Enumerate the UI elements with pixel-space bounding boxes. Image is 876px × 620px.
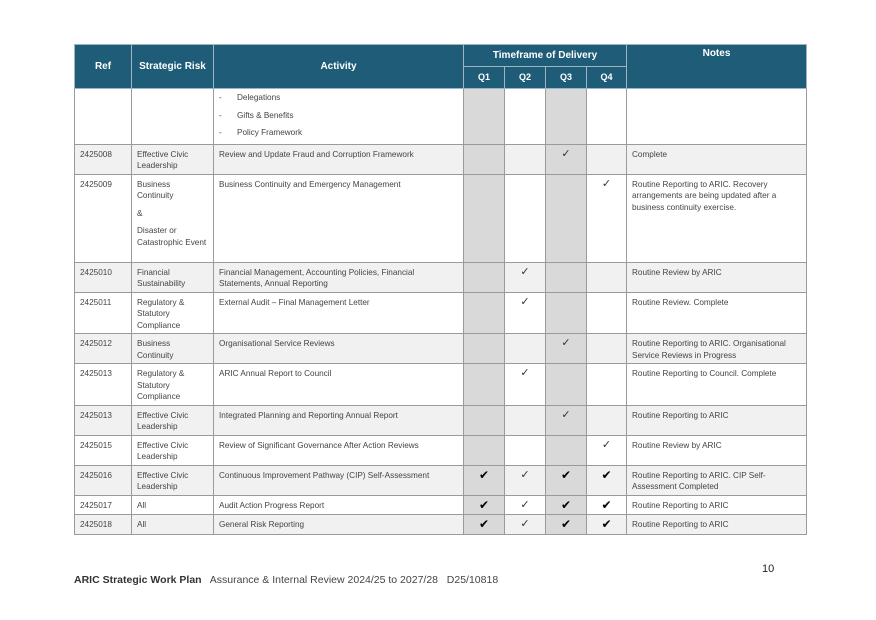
risk-line: Disaster or Catastrophic Event: [137, 226, 207, 247]
notes-cell: Routine Reporting to ARIC. Organisational Service Reviews in Progress: [627, 334, 807, 364]
notes-cell: Routine Reporting to Council. Complete: [627, 364, 807, 406]
q1-cell: [464, 174, 505, 262]
checkmark-icon: ✔: [478, 467, 490, 482]
risk-cell: [132, 89, 214, 145]
notes-cell: Routine Reporting to ARIC. CIP Self-Assessment Completed: [627, 465, 807, 495]
ref-cell: 2425018: [75, 515, 132, 535]
q1-cell: [464, 262, 505, 292]
checkmark-icon: ✓: [601, 438, 612, 451]
ref-cell: 2425009: [75, 174, 132, 262]
risk-line: Effective Civic Leadership: [137, 149, 189, 170]
q2-cell: [505, 144, 546, 174]
header-timeframe: Timeframe of Delivery: [464, 45, 627, 67]
q2-cell: [505, 262, 546, 292]
risk-cell: [132, 495, 214, 515]
checkmark-icon: ✔: [560, 517, 572, 531]
q4-cell: [587, 515, 627, 535]
table-row: [75, 465, 807, 495]
activity-cell: Integrated Planning and Reporting Annual Report: [214, 405, 464, 435]
header-q4: Q4: [587, 67, 627, 89]
checkmark-icon: ✔: [601, 497, 612, 512]
bullet-item: - Delegations: [219, 93, 281, 102]
header-q2: Q2: [505, 67, 546, 89]
checkmark-icon: ✓: [601, 177, 612, 190]
q4-cell: [587, 89, 627, 145]
checkmark-icon: ✔: [560, 467, 572, 482]
checkmark-icon: ✓: [520, 367, 530, 379]
risk-line: Financial Sustainability: [137, 267, 186, 288]
notes-cell: [627, 89, 807, 145]
q3-cell: [546, 144, 587, 174]
header-notes: Notes: [627, 45, 807, 89]
q3-cell: [546, 405, 587, 435]
bullet-item: - Gifts & Benefits: [219, 110, 294, 120]
table-row: [75, 405, 807, 435]
q3-cell: [546, 364, 587, 406]
q1-cell: [464, 364, 505, 406]
activity-cell: Business Continuity and Emergency Management: [214, 174, 464, 262]
ref-cell: 2425010: [75, 262, 132, 292]
q1-cell: [464, 144, 505, 174]
q1-cell: [464, 292, 505, 334]
risk-cell: [132, 405, 214, 435]
q2-cell: [505, 174, 546, 262]
risk-cell: [132, 435, 214, 465]
ref-cell: 2425016: [75, 465, 132, 495]
q2-cell: [505, 292, 546, 334]
checkmark-icon: ✓: [520, 295, 530, 308]
q4-cell: [587, 144, 627, 174]
risk-cell: [132, 515, 214, 535]
q4-cell: [587, 262, 627, 292]
ref-cell: 2425012: [75, 334, 132, 364]
risk-line: Effective Civic Leadership: [137, 440, 189, 461]
q2-cell: [505, 334, 546, 364]
table-row: [75, 495, 807, 515]
notes-cell: Routine Reporting to ARIC: [627, 495, 807, 515]
activity-bullet-list: [219, 89, 458, 142]
header-strategic-risk: Strategic Risk: [132, 45, 214, 89]
q1-cell: [464, 435, 505, 465]
checkmark-icon: ✔: [478, 497, 490, 512]
table-row: [75, 144, 807, 174]
risk-line: Regulatory & Statutory Compliance: [137, 297, 185, 330]
risk-line: Business Continuity: [137, 339, 174, 360]
q2-cell: [505, 495, 546, 515]
ref-cell: 2425013: [75, 405, 132, 435]
risk-cell: [132, 144, 214, 174]
risk-cell: [132, 334, 214, 364]
continuation-row: [75, 89, 807, 145]
q4-cell: [587, 495, 627, 515]
risk-line: Effective Civic Leadership: [137, 410, 189, 431]
q3-cell: [546, 465, 587, 495]
checkmark-icon: ✓: [561, 147, 571, 160]
table-row: [75, 364, 807, 406]
q2-cell: [505, 435, 546, 465]
activity-cell: General Risk Reporting: [214, 515, 464, 535]
checkmark-icon: ✓: [520, 518, 530, 530]
activity-cell: Financial Management, Accounting Policies, Financial Statements, Annual Reporting: [214, 262, 464, 292]
risk-line: All: [137, 520, 147, 529]
notes-cell: Routine Review by ARIC: [627, 262, 807, 292]
table-row: [75, 174, 807, 262]
risk-cell: [132, 364, 214, 406]
q4-cell: [587, 292, 627, 334]
notes-cell: Routine Review by ARIC: [627, 435, 807, 465]
footer-doc-ref: D25/10818: [446, 574, 499, 586]
risk-line: &: [137, 208, 143, 218]
work-plan-table: [74, 44, 807, 535]
q4-cell: [587, 435, 627, 465]
risk-line: All: [137, 500, 147, 510]
q2-cell: [505, 405, 546, 435]
checkmark-icon: ✓: [520, 265, 530, 278]
checkmark-icon: ✔: [601, 517, 612, 531]
q1-cell: [464, 465, 505, 495]
notes-cell: Complete: [627, 144, 807, 174]
risk-cell: [132, 262, 214, 292]
table-row: [75, 262, 807, 292]
ref-cell: 2425015: [75, 435, 132, 465]
checkmark-icon: ✓: [561, 337, 571, 349]
ref-cell: 2425017: [75, 495, 132, 515]
q3-cell: [546, 435, 587, 465]
ref-cell: 2425013: [75, 364, 132, 406]
q2-cell: [505, 465, 546, 495]
checkmark-icon: ✔: [560, 497, 572, 512]
checkmark-icon: ✓: [520, 498, 530, 511]
header-q3: Q3: [546, 67, 587, 89]
q1-cell: [464, 334, 505, 364]
activity-cell: Review of Significant Governance After Action Reviews: [214, 435, 464, 465]
table-row: [75, 515, 807, 535]
activity-cell: Audit Action Progress Report: [214, 495, 464, 515]
activity-cell: ARIC Annual Report to Council: [214, 364, 464, 406]
footer-title: ARIC Strategic Work Plan: [74, 574, 202, 586]
document-footer: [74, 574, 498, 586]
q3-cell: [546, 174, 587, 262]
notes-cell: Routine Reporting to ARIC. Recovery arrangements are being updated after a business continuity exercise.: [627, 174, 807, 262]
table-row: [75, 334, 807, 364]
q3-cell: [546, 495, 587, 515]
header-ref: Ref: [75, 45, 132, 89]
activity-cell: External Audit – Final Management Letter: [214, 292, 464, 334]
q1-cell: [464, 495, 505, 515]
activity-cell: [214, 89, 464, 145]
checkmark-icon: ✔: [601, 467, 612, 482]
page-number: 10: [762, 563, 775, 575]
q1-cell: [464, 515, 505, 535]
risk-line: Regulatory & Statutory Compliance: [137, 369, 185, 401]
q2-cell: [505, 89, 546, 145]
header-q1: Q1: [464, 67, 505, 89]
q3-cell: [546, 292, 587, 334]
checkmark-icon: ✓: [520, 468, 530, 481]
q4-cell: [587, 174, 627, 262]
activity-cell: Review and Update Fraud and Corruption Framework: [214, 144, 464, 174]
ref-cell: 2425008: [75, 144, 132, 174]
risk-cell: [132, 292, 214, 334]
q3-cell: [546, 89, 587, 145]
notes-cell: Routine Reporting to ARIC: [627, 515, 807, 535]
q3-cell: [546, 334, 587, 364]
q4-cell: [587, 334, 627, 364]
header-activity: Activity: [214, 45, 464, 89]
notes-cell: Routine Reporting to ARIC: [627, 405, 807, 435]
q2-cell: [505, 515, 546, 535]
risk-cell: [132, 465, 214, 495]
risk-line: Effective Civic Leadership: [137, 470, 189, 491]
ref-cell: 2425011: [75, 292, 132, 334]
checkmark-icon: ✓: [561, 408, 571, 421]
bullet-item: - Policy Framework: [219, 128, 303, 137]
table-row: [75, 435, 807, 465]
q3-cell: [546, 515, 587, 535]
activity-cell: Organisational Service Reviews: [214, 334, 464, 364]
ref-cell: [75, 89, 132, 145]
q4-cell: [587, 405, 627, 435]
q1-cell: [464, 89, 505, 145]
q2-cell: [505, 364, 546, 406]
footer-subtitle: Assurance & Internal Review 2024/25 to 2027/28: [209, 574, 439, 586]
risk-line: Business Continuity: [137, 179, 174, 200]
notes-cell: Routine Review. Complete: [627, 292, 807, 334]
q4-cell: [587, 364, 627, 406]
activity-cell: Continuous Improvement Pathway (CIP) Self-Assessment: [214, 465, 464, 495]
q4-cell: [587, 465, 627, 495]
q1-cell: [464, 405, 505, 435]
q3-cell: [546, 262, 587, 292]
checkmark-icon: ✔: [478, 517, 490, 531]
table-row: [75, 292, 807, 334]
risk-cell: [132, 174, 214, 262]
